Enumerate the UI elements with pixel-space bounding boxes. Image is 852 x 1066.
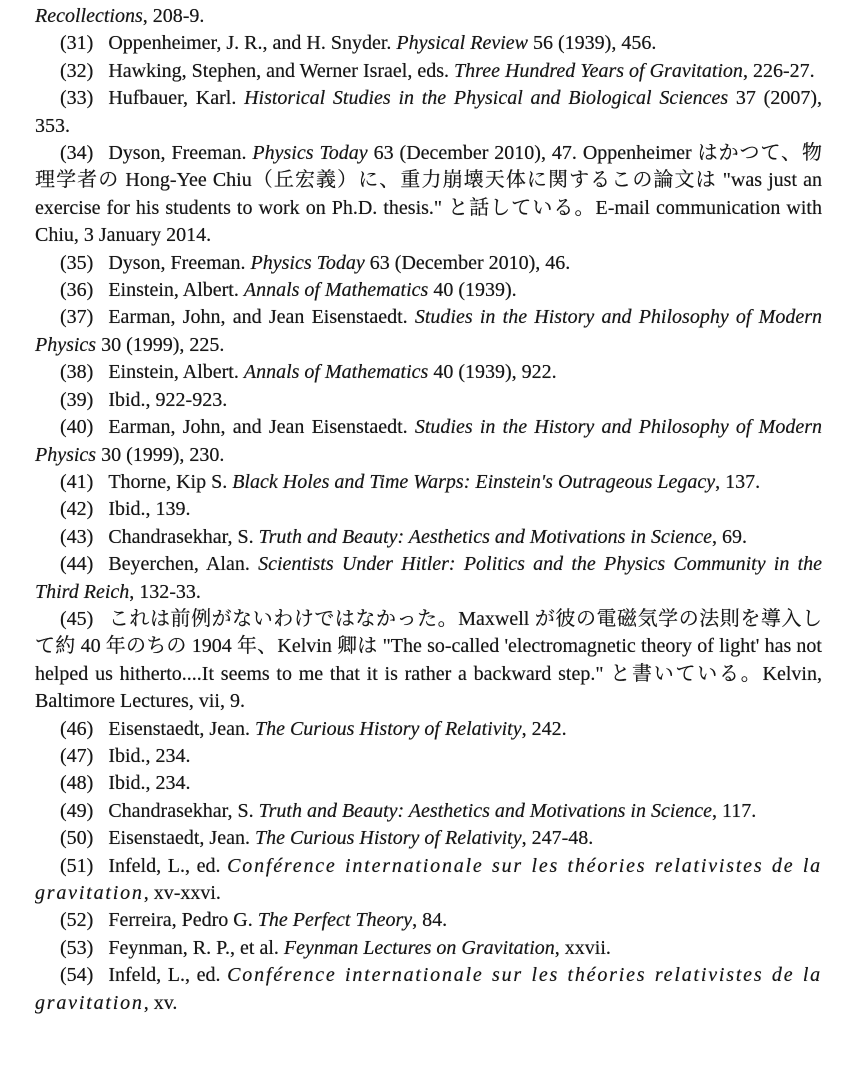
note-text-segment: The Curious History of Relativity	[254, 717, 522, 740]
note-text-segment: Annals of Mathematics	[243, 279, 429, 302]
note-text-segment: Truth and Beauty: Aesthetics and Motivations in Science	[258, 525, 713, 548]
note-item	[35, 551, 822, 606]
note-text-segment: Infeld, L., ed.	[108, 964, 228, 987]
note-text-segment: Three Hundred Years of Gravitation	[454, 59, 743, 82]
note-item	[35, 798, 822, 825]
note-number: (31)	[60, 32, 94, 55]
note-text-segment: Ferreira, Pedro G.	[108, 909, 258, 932]
note-item	[35, 853, 822, 908]
note-number: (34)	[60, 142, 94, 165]
note-item	[35, 962, 822, 1017]
note-text-segment: Annals of Mathematics	[243, 361, 429, 384]
note-text-segment: Thorne, Kip S.	[108, 470, 233, 493]
note-text-segment: 63 (December 2010), 46.	[364, 251, 571, 274]
note-text-segment: Earman, John, and Jean Eisenstaedt.	[108, 416, 415, 439]
note-text-segment: Studies in the History and Philosophy of Modern Physics	[35, 306, 823, 356]
note-text-segment: , 117.	[712, 799, 757, 822]
note-text-segment: 37 (2007), 353.	[35, 87, 822, 137]
note-item	[35, 907, 822, 934]
note-text-segment: Ibid., 139.	[108, 498, 191, 521]
note-text-segment: Black Holes and Time Warps: Einstein's Outrageous Legacy	[232, 470, 716, 493]
note-item	[35, 85, 822, 140]
note-number: (41)	[60, 470, 94, 493]
note-text-segment: , xv-xxvi.	[143, 882, 221, 904]
note-item	[35, 58, 822, 85]
note-number: (54)	[60, 964, 94, 987]
note-text-segment: 40 (1939).	[428, 279, 517, 302]
note-item	[35, 387, 822, 414]
note-item	[35, 716, 822, 743]
note-text-segment: , 84.	[412, 909, 448, 932]
note-text-segment: Ibid., 234.	[108, 772, 191, 795]
note-text-segment: Ibid., 234.	[108, 744, 191, 767]
note-item	[35, 743, 822, 770]
note-text-segment: Earman, John, and Jean Eisenstaedt.	[108, 306, 415, 329]
note-text-segment: Dyson, Freeman.	[108, 142, 253, 165]
note-text-segment: Oppenheimer, J. R., and H. Snyder.	[108, 32, 397, 55]
note-text-segment: The Curious History of Relativity	[254, 827, 522, 850]
note-number: (43)	[60, 525, 94, 548]
note-item	[35, 496, 822, 523]
note-number: (53)	[60, 936, 94, 959]
note-item	[35, 140, 822, 250]
notes-list	[35, 3, 822, 1017]
note-text-segment: Historical Studies in the Physical and Biological Sciences	[244, 87, 729, 110]
note-item	[35, 359, 822, 386]
note-item	[35, 277, 822, 304]
note-text-segment: Conférence internationale sur les théories relativistes de la gravitation	[35, 964, 822, 1014]
note-text-segment: Ibid., 922-923.	[108, 388, 228, 411]
note-text-segment: 40 (1939), 922.	[428, 361, 557, 384]
note-text-segment: Studies in the History and Philosophy of Modern Physics	[35, 416, 823, 466]
note-number: (45)	[60, 607, 94, 630]
note-text-segment: Eisenstaedt, Jean.	[108, 717, 255, 740]
note-text-segment: Truth and Beauty: Aesthetics and Motivations in Science	[258, 799, 713, 822]
note-item	[35, 30, 822, 57]
note-number: (48)	[60, 772, 94, 795]
note-text-segment: , 137.	[715, 470, 761, 493]
note-number: (38)	[60, 361, 94, 384]
note-number: (51)	[60, 854, 94, 877]
note-text-segment: , 69.	[712, 525, 748, 548]
note-text-segment: , 132-33.	[129, 580, 201, 603]
note-text-segment: Eisenstaedt, Jean.	[108, 827, 255, 850]
note-item	[35, 524, 822, 551]
note-item	[35, 825, 822, 852]
note-text-segment: , xv.	[143, 991, 178, 1014]
note-text-segment: Einstein, Albert.	[108, 361, 244, 384]
note-text-segment: Physical Review	[396, 32, 528, 55]
note-text-segment: Dyson, Freeman.	[108, 251, 251, 274]
note-text-segment: Physics Today	[250, 251, 365, 274]
note-number: (39)	[60, 388, 94, 411]
note-number: (49)	[60, 799, 94, 822]
note-number: (44)	[60, 553, 94, 576]
note-item	[35, 250, 822, 277]
note-text-segment: Recollections	[35, 5, 143, 27]
note-text-segment: Feynman, R. P., et al.	[108, 936, 284, 959]
note-item	[35, 606, 822, 716]
note-number: (42)	[60, 498, 94, 521]
note-number: (35)	[60, 251, 94, 274]
note-text-segment: Conférence internationale sur les théories relativistes de la gravitation	[35, 854, 822, 904]
note-item	[35, 414, 822, 469]
note-text-segment: , 208-9.	[142, 5, 205, 27]
note-text-segment: Chandrasekhar, S.	[108, 525, 259, 548]
note-text-segment: Hawking, Stephen, and Werner Israel, eds.	[108, 59, 455, 82]
note-item	[35, 469, 822, 496]
note-number: (36)	[60, 279, 94, 302]
note-number: (40)	[60, 416, 94, 439]
note-text-segment: Scientists Under Hitler: Politics and the Physics Community in the Third Reich	[35, 553, 823, 603]
note-text-segment: 63 (December 2010), 47. Oppenheimer はかつて、物理学者の Hong-Yee Chiu（丘宏義）に、重力崩壊天体に関するこの論文は "was just an exercise for his students to work on Ph.D. thesis." と話している。E-mail communication with Chiu, 3 January 2014.	[35, 142, 822, 247]
note-text-segment: Hufbauer, Karl.	[108, 87, 245, 110]
note-text-segment: , 242.	[521, 717, 567, 740]
note-text-segment: The Perfect Theory	[257, 909, 413, 932]
note-number: (33)	[60, 87, 94, 110]
note-text-segment: Feynman Lectures on Gravitation	[283, 936, 555, 959]
note-text-segment: , 247-48.	[521, 827, 594, 850]
note-text-segment: , xxvii.	[554, 936, 611, 959]
note-text-segment: Beyerchen, Alan.	[108, 553, 259, 576]
note-number: (47)	[60, 744, 94, 767]
note-number: (46)	[60, 717, 94, 740]
note-text-segment: Einstein, Albert.	[108, 279, 244, 302]
note-number: (52)	[60, 909, 94, 932]
note-text-segment: , 226-27.	[742, 59, 815, 82]
note-item	[35, 304, 822, 359]
note-text-segment: 30 (1999), 225.	[96, 333, 225, 356]
note-text-segment: これは前例がないわけではなかった。Maxwell が彼の電磁気学の法則を導入して約 40 年のちの 1904 年、Kelvin 卿は "The so-called 'electromagnetic theory of light' has not helped us hitherto....It seems to me that it is rather a backward step." と書いている。Kelvin, Baltimore Lectures, vii, 9.	[35, 607, 822, 713]
note-continuation-line	[35, 3, 822, 30]
note-number: (50)	[60, 827, 94, 850]
note-number: (37)	[60, 306, 94, 329]
note-item	[35, 770, 822, 797]
note-number: (32)	[60, 59, 94, 82]
note-text-segment: Chandrasekhar, S.	[108, 799, 259, 822]
note-text-segment: 30 (1999), 230.	[96, 443, 225, 466]
note-text-segment: 56 (1939), 456.	[528, 32, 657, 55]
note-text-segment: Infeld, L., ed.	[108, 854, 228, 877]
note-text-segment: Physics Today	[252, 142, 368, 165]
note-item	[35, 935, 822, 962]
